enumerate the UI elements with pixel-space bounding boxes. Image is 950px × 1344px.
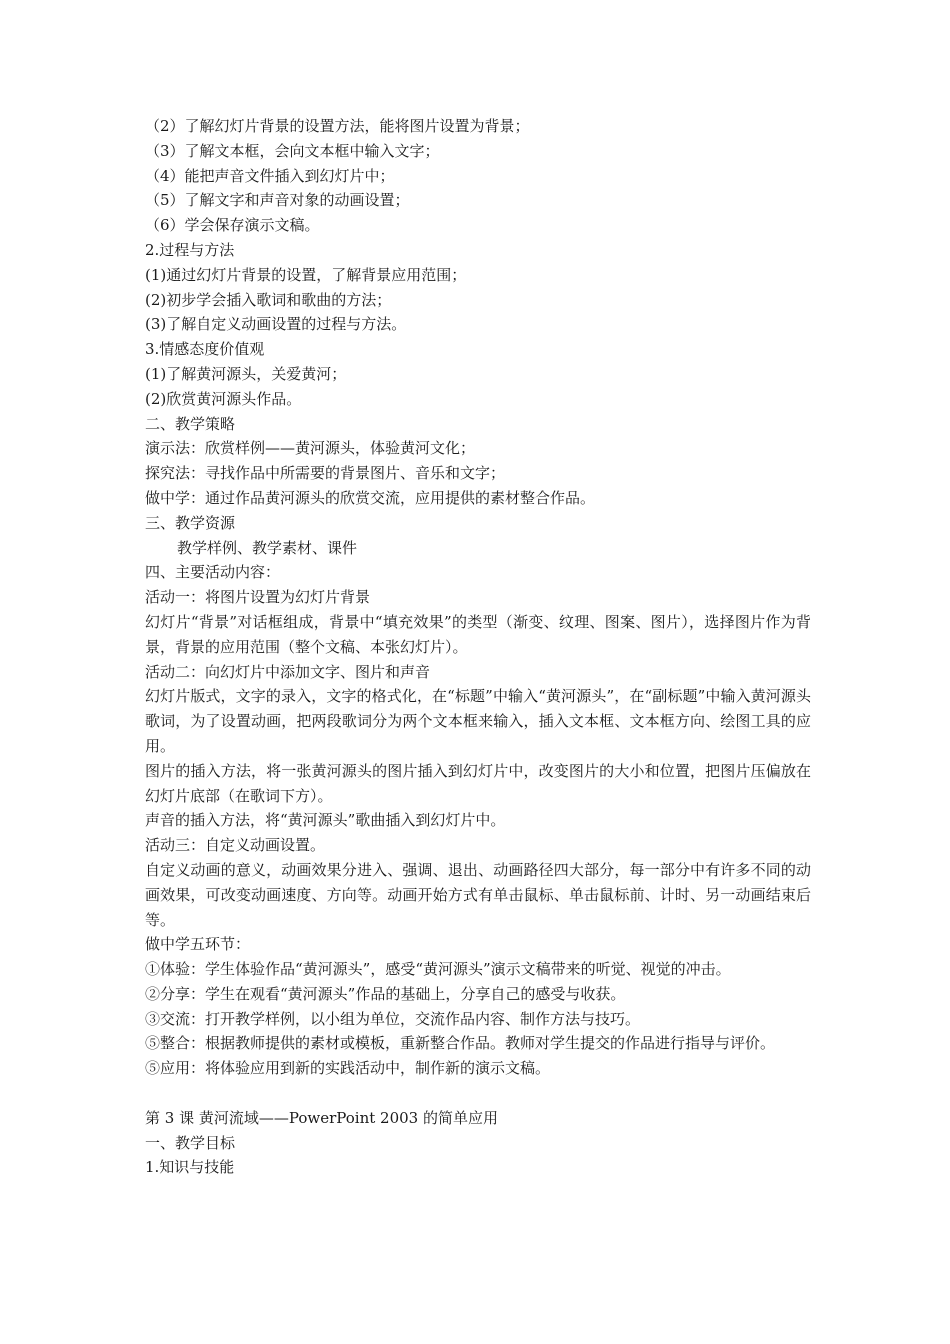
process-item-1: (1)通过幻灯片背景的设置，了解背景应用范围；	[145, 265, 467, 284]
heading-teaching-goals: 一、教学目标	[145, 1133, 236, 1152]
strategy-explore: 探究法：寻找作品中所需要的背景图片、音乐和文字；	[145, 464, 506, 483]
document-body	[145, 114, 811, 1180]
heading-teaching-strategy: 二、教学策略	[145, 414, 236, 433]
emotion-item-1: (1)了解黄河源头，关爱黄河；	[145, 364, 347, 383]
process-item-3: (3)了解自定义动画设置的过程与方法。	[145, 315, 407, 334]
strategy-learn-by-doing: 做中学：通过作品黄河源头的欣赏交流，应用提供的素材整合作品。	[145, 488, 596, 507]
heading-teaching-resources: 三、教学资源	[145, 513, 236, 532]
objective-4: （4）能把声音文件插入到幻灯片中；	[145, 166, 395, 185]
emotion-item-2: (2)欣赏黄河源头作品。	[145, 389, 302, 408]
heading-emotion-values: 3.情感态度价值观	[145, 340, 265, 359]
activity-2-body-sound: 声音的插入方法，将“黄河源头”歌曲插入到幻灯片中。	[145, 811, 506, 830]
step-experience: ①体验：学生体验作品“黄河源头”，感受“黄河源头”演示文稿带来的听觉、视觉的冲击。	[145, 960, 731, 979]
objective-6: （6）学会保存演示文稿。	[145, 216, 320, 235]
step-integrate: ⑤整合：根据教师提供的素材或模板，重新整合作品。教师对学生提交的作品进行指导与评价。	[145, 1034, 776, 1053]
activity-3-body: 自定义动画的意义，动画效果分进入、强调、退出、动画路径四大部分，每一部分中有许多不同的动画效果，可改变动画速度、方向等。动画开始方式有单击鼠标、单击鼠标前、计时、另一动画结束后等。	[145, 860, 811, 929]
activity-1-title: 活动一：将图片设置为幻灯片背景	[145, 588, 371, 607]
activity-2-body-image: 图片的插入方法，将一张黄河源头的图片插入到幻灯片中，改变图片的大小和位置，把图片压偏放在幻灯片底部（在歌词下方）。	[145, 761, 811, 805]
step-share: ②分享：学生在观看“黄河源头”作品的基础上，分享自己的感受与收获。	[145, 984, 626, 1003]
strategy-demo: 演示法：欣赏样例——黄河源头，体验黄河文化；	[145, 439, 476, 458]
heading-five-steps: 做中学五环节：	[145, 935, 251, 954]
process-item-2: (2)初步学会插入歌词和歌曲的方法；	[145, 290, 392, 309]
heading-process-method: 2.过程与方法	[145, 240, 235, 259]
blank-line	[145, 1081, 811, 1106]
step-apply: ⑤应用：将体验应用到新的实践活动中，制作新的演示文稿。	[145, 1059, 551, 1078]
objective-2: （2）了解幻灯片背景的设置方法，能将图片设置为背景；	[145, 117, 530, 135]
lesson-3-title: 第 3 课 黄河流域——PowerPoint 2003 的简单应用	[145, 1108, 498, 1127]
activity-2-body-text: 幻灯片版式，文字的录入，文字的格式化，在“标题”中输入“黄河源头”，在“副标题”中输入黄河源头歌词，为了设置动画，把两段歌词分为两个文本框来输入，插入文本框、文本框方向、绘图工具的应用。	[145, 687, 811, 755]
activity-3-title: 活动三：自定义动画设置。	[145, 836, 326, 855]
step-exchange: ③交流：打开教学样例，以小组为单位，交流作品内容、制作方法与技巧。	[145, 1009, 641, 1028]
activity-2-title: 活动二：向幻灯片中添加文字、图片和声音	[145, 662, 431, 681]
objective-3: （3）了解文本框，会向文本框中输入文字；	[145, 141, 440, 160]
objective-5: （5）了解文字和声音对象的动画设置；	[145, 191, 410, 210]
heading-knowledge-skills: 1.知识与技能	[145, 1158, 235, 1177]
heading-main-activities: 四、主要活动内容：	[145, 563, 281, 582]
resources-list: 教学样例、教学素材、课件	[177, 538, 358, 557]
activity-1-body: 幻灯片“背景”对话框组成，背景中“填充效果”的类型（渐变、纹理、图案、图片），选择图片作为背景，背景的应用范围（整个文稿、本张幻灯片）。	[145, 612, 811, 656]
